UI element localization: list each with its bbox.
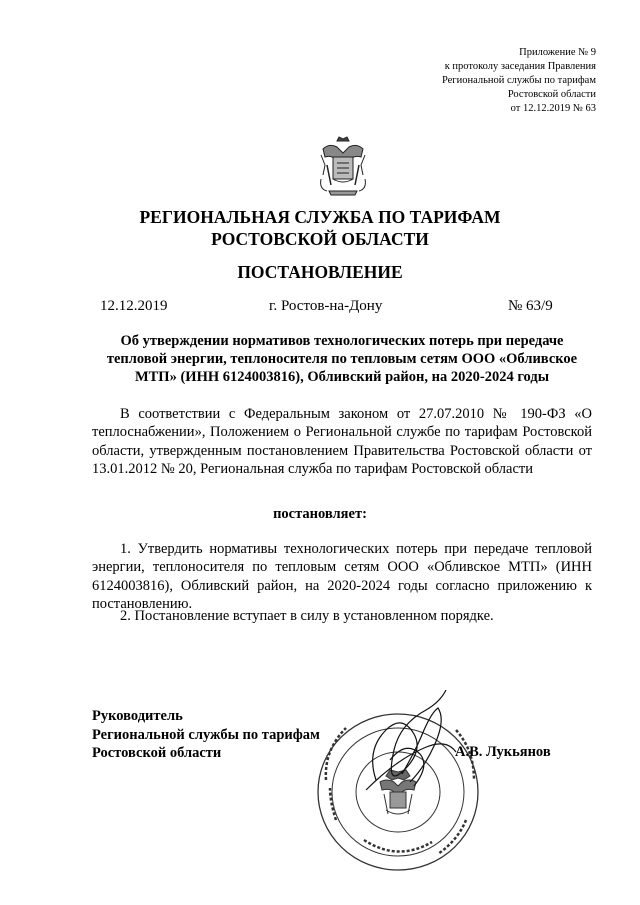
subject-line: тепловой энергии, теплоносителя по тепловым сетям ООО «Обливское <box>106 351 578 367</box>
signer-name: А.В. Лукьянов <box>455 744 551 760</box>
subject-line: Об утверждении нормативов технологических потерь при передаче <box>120 333 564 349</box>
decision-item-1: 1. Утвердить нормативы технологических потерь при передаче тепловой энергии, теплоносителя по тепловым сетям ООО «Обливское МТП» (ИНН 6124003816), Обливский район, на 2020-2024 годы согласно приложению к постановлению. <box>92 541 592 613</box>
signature-title-line: Руководитель <box>92 708 183 724</box>
organization-title-line: РЕГИОНАЛЬНАЯ СЛУЖБА ПО ТАРИФАМ <box>139 207 501 227</box>
coat-of-arms-icon <box>315 135 371 199</box>
signature-title-line: Ростовской области <box>92 745 222 761</box>
organization-title <box>0 206 640 250</box>
appendix-line: Региональной службы по тарифам <box>441 75 596 86</box>
appendix-line: Приложение № 9 <box>519 47 596 58</box>
official-seal-icon <box>306 690 496 880</box>
preamble-paragraph: В соответствии с Федеральным законом от 27.07.2010 № 190-ФЗ «О теплоснабжении», Положением о Региональной службе по тарифам Ростовской области, утвержденным постановлением Правительства Ростовской области от 13.01.2012 № 20, Региональная служба по тарифам Ростовской области <box>92 406 592 478</box>
signature-title-line: Региональной службы по тарифам <box>92 726 320 743</box>
decision-item-2: 2. Постановление вступает в силу в установленном порядке. <box>120 608 494 624</box>
appendix-line: к протоколу заседания Правления <box>444 61 596 72</box>
signature-title-block <box>92 707 320 763</box>
subject-line: МТП» (ИНН 6124003816), Обливский район, на 2020-2024 годы <box>134 369 550 385</box>
document-subject <box>100 332 584 386</box>
appendix-note <box>442 46 596 116</box>
document-number: № 63/9 <box>508 298 553 314</box>
document-type: ПОСТАНОВЛЕНИЕ <box>237 262 403 282</box>
decree-word: постановляет: <box>273 506 367 522</box>
handwritten-signature-icon <box>366 690 456 790</box>
document-date: 12.12.2019 <box>100 298 168 314</box>
appendix-line: от 12.12.2019 № 63 <box>510 103 596 114</box>
organization-title-line: РОСТОВСКОЙ ОБЛАСТИ <box>211 229 429 249</box>
appendix-line: Ростовской области <box>507 89 596 100</box>
document-city: г. Ростов-на-Дону <box>269 298 383 314</box>
